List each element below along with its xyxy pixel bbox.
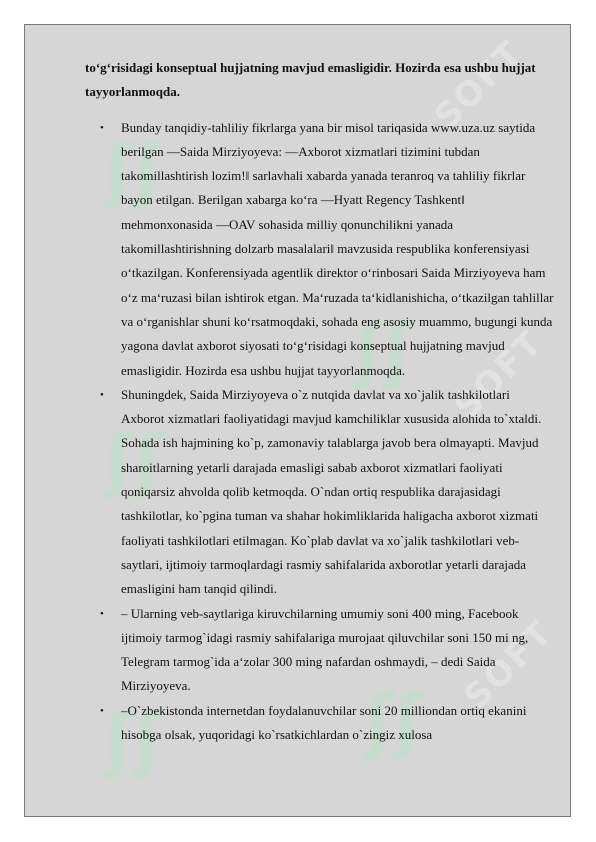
bullet-icon: • [100, 121, 104, 134]
bullet-icon: • [100, 704, 104, 717]
watermark-text: SOFT [426, 32, 532, 138]
list-item-text: –O`zbekistonda internetdan foydalanuvchilar soni 20 milliondan ortiq ekanini hisobga olsak, yuqoridagi ko`rsatkichlardan o`zingiz xulosa [121, 702, 527, 743]
document-page [24, 24, 571, 817]
bullet-icon: • [100, 388, 104, 401]
document-body [85, 56, 555, 747]
watermark-text: SOFT [456, 612, 562, 718]
list-item-text: Bunday tanqidiy-tahliliy fikrlarga yana bir misol tariqasida www.uza.uz saytida berilgan ―Saida Mirziyoyeva: ―Axborot xizmatlari tizimini tubdan takomillashtirish lozim!‖ sarlavhali xabarda yanada teranroq va tahliliy fikrlar bayon etilgan. Berilgan xabarga ko‘ra ―Hyatt Regency Tashkent‖ mehmonxonasida ―OAV sohasida milliy qonunchilikni yanada takomillashtirishning dolzarb masalalari‖ mavzusida respublika konferensiyasi o‘tkazilgan. Konferensiyada agentlik direktor o‘rinbosari Saida Mirziyoyeva ham o‘z ma‘ruzasi bilan ishtirok etgan. Ma‘ruzada ta‘kidlanishicha, o‘tkazilgan tahlillar va o‘rganishlar shuni ko‘rsatmoqdaki, sohada eng asosiy muammo, bugungi kunda yagona davlat axborot siyosati to‘g‘risidagi konseptual hujjatning mavjud emasligidir. Hozirda esa ushbu hujjat tayyorlanmoqda. [121, 119, 554, 378]
list-item-text: Shuningdek, Saida Mirziyoyeva o`z nutqida davlat va xo`jalik tashkilotlari Axborot xizmatlari faoliyatidagi mavjud kamchiliklar xususida alohida to`xtaldi. Sohada ish hajmining ko`p, zamonaviy talablarga javob bera olmayapti. Mavjud sharoitlarning yetarli darajada emasligi sabab axborot xizmatlari faoliyati qoniqarsiz ahvolda qolib ketmoqda. O`ndan ortiq respublika darajasidagi tashkilotlar, ko`pgina tuman va shahar hokimliklarida haligacha axborot xizmati faoliyati tashkilotlari etilmagan. Ko`plab davlat va xo`jalik tashkilotlari veb-saytlari, ijtimoiy tarmoqlardagi rasmiy sahifalarida axborotlar yetarli darajada emasligini ham tanqid qilindi. [121, 386, 542, 597]
list-item [85, 699, 555, 748]
watermark-text: SOFT [446, 322, 552, 428]
list-item [85, 602, 555, 699]
watermark-glyph: ʃʃ [105, 699, 164, 781]
bullet-list [85, 116, 555, 748]
list-item [85, 383, 555, 602]
watermark-glyph: ʃʃ [105, 129, 164, 211]
watermark-glyph: ʃʃ [365, 679, 424, 761]
list-item [85, 116, 555, 391]
bullet-icon: • [100, 607, 104, 620]
watermark-glyph: ʃʃ [355, 309, 414, 391]
list-item-text: – Ularning veb-saytlariga kiruvchilarning umumiy soni 400 ming, Facebook ijtimoiy tarmog`idagi rasmiy sahifalariga murojaat qiluvchilar soni 150 mi ng, Telegram tarmog`ida a‘zolar 300 ming nafardan oshmaydi, – dedi Saida Mirziyoyeva. [121, 605, 529, 694]
watermark-glyph: ʃʃ [105, 419, 164, 501]
intro-paragraph: to‘g‘risidagi konseptual hujjatning mavjud emasligidir. Hozirda esa ushbu hujjat tayyorlanmoqda. [85, 60, 536, 100]
